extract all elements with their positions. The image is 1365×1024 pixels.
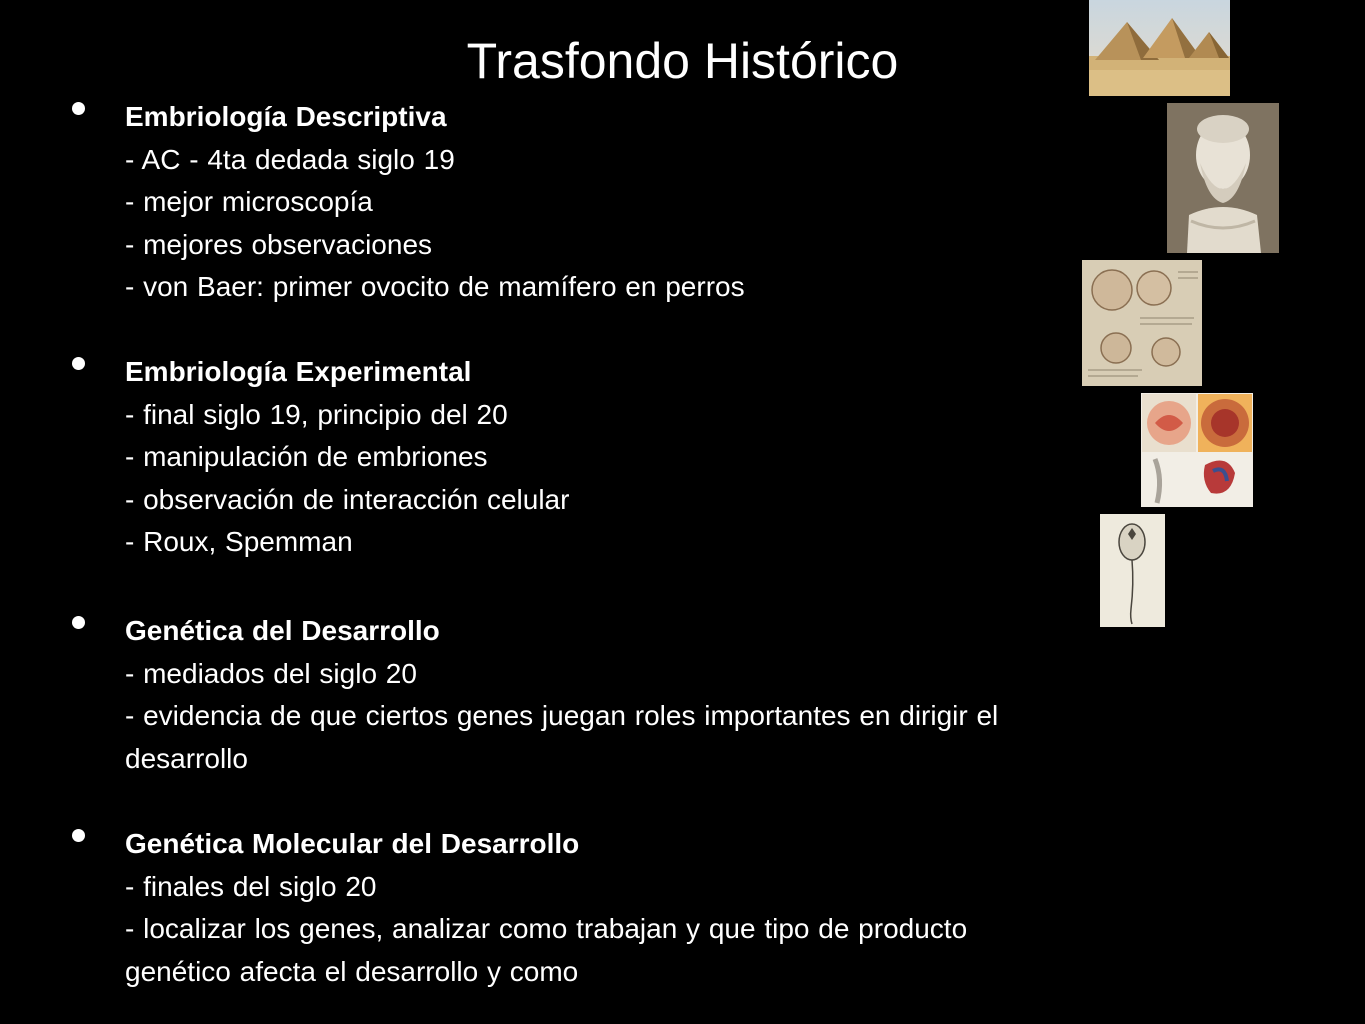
section-line: - evidencia de que ciertos genes juegan roles importantes en dirigir el desarrollo [125, 700, 999, 774]
section-heading: Embriología Experimental [125, 356, 472, 387]
section-line: - mejores observaciones [125, 228, 433, 260]
embryo-illustrations-image [1141, 393, 1253, 507]
section-heading: Genética Molecular del Desarrollo [125, 828, 580, 859]
slide-title: Trasfondo Histórico [466, 33, 899, 89]
bullet-icon [72, 102, 85, 115]
section-line: - observación de interacción celular [125, 483, 570, 515]
bullet-icon [72, 616, 85, 629]
bullet-icon [72, 357, 85, 370]
bullet-icon [72, 829, 85, 842]
section-line: - Roux, Spemman [125, 526, 353, 557]
section-line: - localizar los genes, analizar como trabajan y que tipo de producto genético afecta el desarrollo y como [125, 913, 968, 987]
section-line: - AC - 4ta dedada siglo 19 [125, 143, 455, 175]
davinci-fetus-sketch-image [1082, 260, 1202, 386]
section-line: - manipulación de embriones [125, 441, 488, 472]
section-line: - final siglo 19, principio del 20 [125, 398, 508, 430]
sperm-drawing-image [1100, 514, 1165, 627]
section-heading: Embriología Descriptiva [125, 101, 447, 132]
aristotle-bust-image [1167, 103, 1279, 253]
section-line: - von Baer: primer ovocito de mamífero en perros [125, 271, 745, 302]
section-line: - mejor microscopía [125, 186, 373, 217]
pyramids-image [1089, 0, 1230, 96]
section-line: - finales del siglo 20 [125, 870, 377, 902]
section-line: - mediados del siglo 20 [125, 657, 417, 689]
section-heading: Genética del Desarrollo [125, 615, 440, 646]
